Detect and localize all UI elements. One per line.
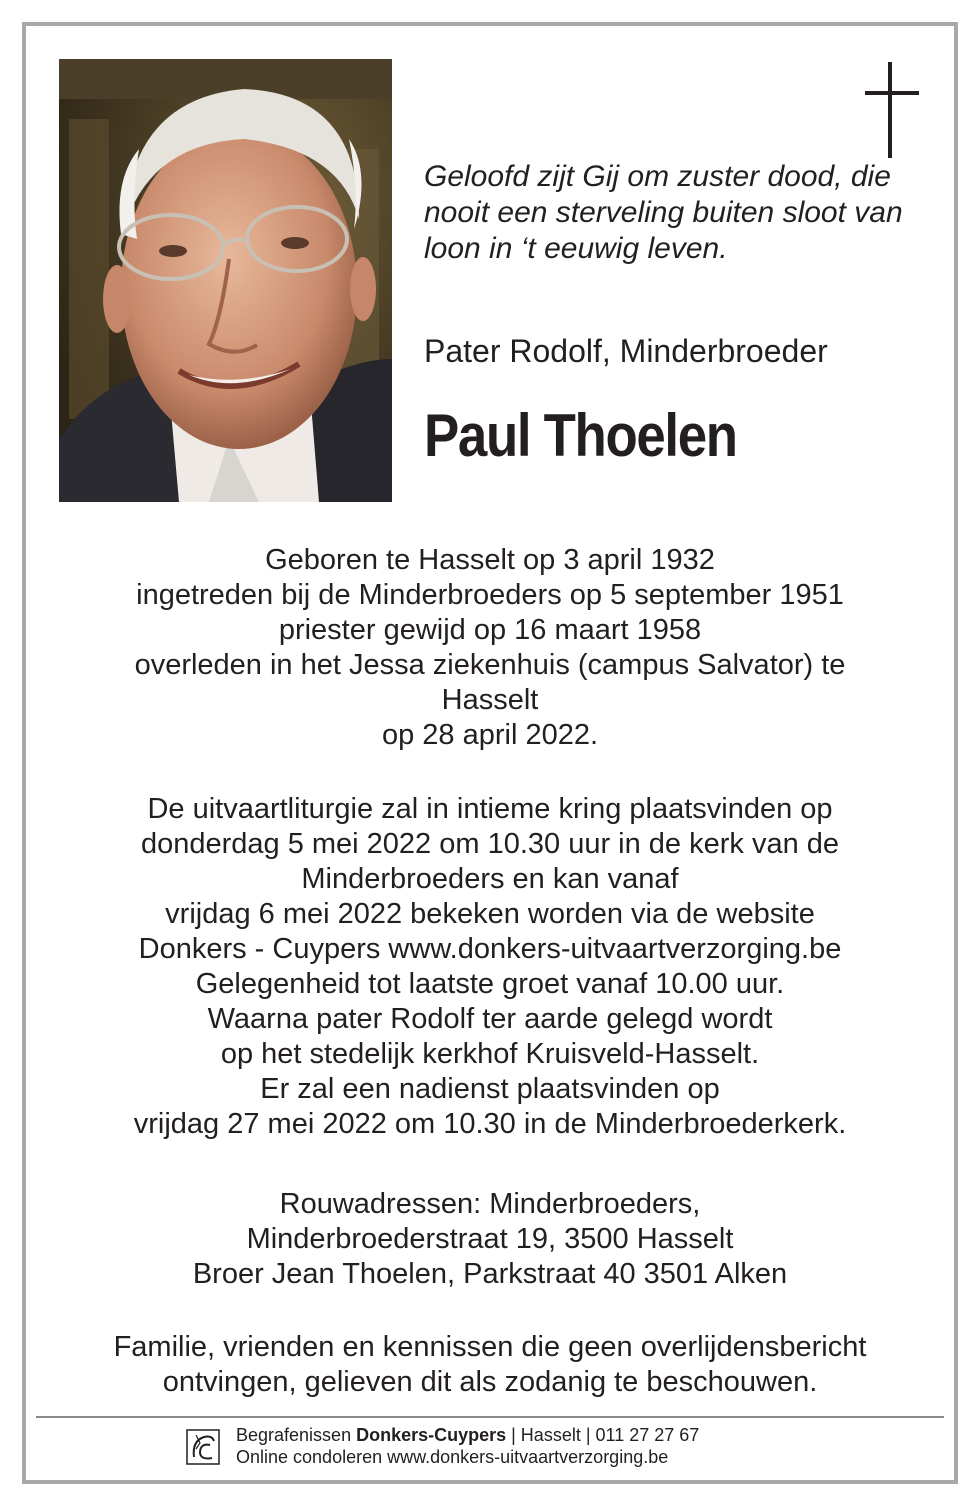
- footer-divider: [36, 1416, 944, 1418]
- funeral-line: Er zal een nadienst plaatsvinden op: [260, 1073, 720, 1105]
- quote-line: nooit een sterveling buiten sloot van: [424, 196, 903, 229]
- biography-line: priester gewijd op 16 maart 1958: [278, 614, 702, 646]
- funeral-home-logo-icon: [186, 1429, 220, 1465]
- footer-location: | Hasselt |: [506, 1425, 596, 1445]
- closing-notice: [40, 1330, 940, 1400]
- funeral-details: [40, 792, 940, 1142]
- footer-company-line: [236, 1424, 699, 1446]
- biography-line: Hasselt: [441, 684, 539, 716]
- funeral-line: Minderbroeders en kan vanaf: [301, 863, 679, 895]
- footer-online-line: [236, 1446, 699, 1468]
- funeral-line: De uitvaartliturgie zal in intieme kring plaatsvinden op: [147, 793, 833, 825]
- portrait-photo: [59, 59, 392, 502]
- funeral-line: donderdag 5 mei 2022 om 10.30 uur in de kerk van de: [140, 828, 840, 860]
- address-line: Rouwadressen: Minderbroeders,: [279, 1188, 701, 1220]
- closing-line: ontvingen, gelieven dit als zodanig te beschouwen.: [162, 1366, 818, 1398]
- person-name: Paul Thoelen: [424, 402, 737, 469]
- closing-line: Familie, vrienden en kennissen die geen overlijdensbericht: [113, 1331, 867, 1363]
- addresses: [40, 1187, 940, 1292]
- funeral-line: vrijdag 6 mei 2022 bekeken worden via de website: [165, 898, 815, 930]
- address-line: Minderbroederstraat 19, 3500 Hasselt: [246, 1223, 734, 1255]
- funeral-line: Gelegenheid tot laatste groet vanaf 10.00 uur.: [195, 968, 785, 1000]
- funeral-line: vrijdag 27 mei 2022 om 10.30 in de Minderbroederkerk.: [133, 1108, 847, 1140]
- funeral-line: Donkers - Cuypers www.donkers-uitvaartverzorging.be: [138, 933, 842, 965]
- biography-line: op 28 april 2022.: [381, 719, 599, 751]
- biography-line: Geboren te Hasselt op 3 april 1932: [265, 544, 715, 576]
- footer-company: Donkers-Cuypers: [356, 1425, 507, 1445]
- cross-icon: [862, 62, 922, 162]
- quote-line: loon in ‘t eeuwig leven.: [424, 232, 728, 265]
- funeral-line: op het stedelijk kerkhof Kruisveld-Hasselt.: [220, 1038, 760, 1070]
- biography: [40, 543, 940, 753]
- footer-prefix: Begrafenissen: [236, 1425, 357, 1445]
- quote: [424, 159, 944, 267]
- footer-website-link[interactable]: www.donkers-uitvaartverzorging.be: [387, 1447, 669, 1467]
- address-line: Broer Jean Thoelen, Parkstraat 40 3501 Alken: [192, 1258, 788, 1290]
- footer-info: [236, 1424, 699, 1468]
- footer-phone[interactable]: 011 27 27 67: [595, 1425, 700, 1445]
- biography-line: ingetreden bij de Minderbroeders op 5 september 1951: [136, 579, 844, 611]
- biography-line: overleden in het Jessa ziekenhuis (campus Salvator) te: [134, 649, 846, 681]
- quote-line: Geloofd zijt Gij om zuster dood, die: [424, 160, 891, 193]
- person-title: Pater Rodolf, Minderbroeder: [424, 333, 828, 369]
- funeral-line: Waarna pater Rodolf ter aarde gelegd wordt: [207, 1003, 773, 1035]
- footer-online-label: Online condoleren: [236, 1447, 388, 1467]
